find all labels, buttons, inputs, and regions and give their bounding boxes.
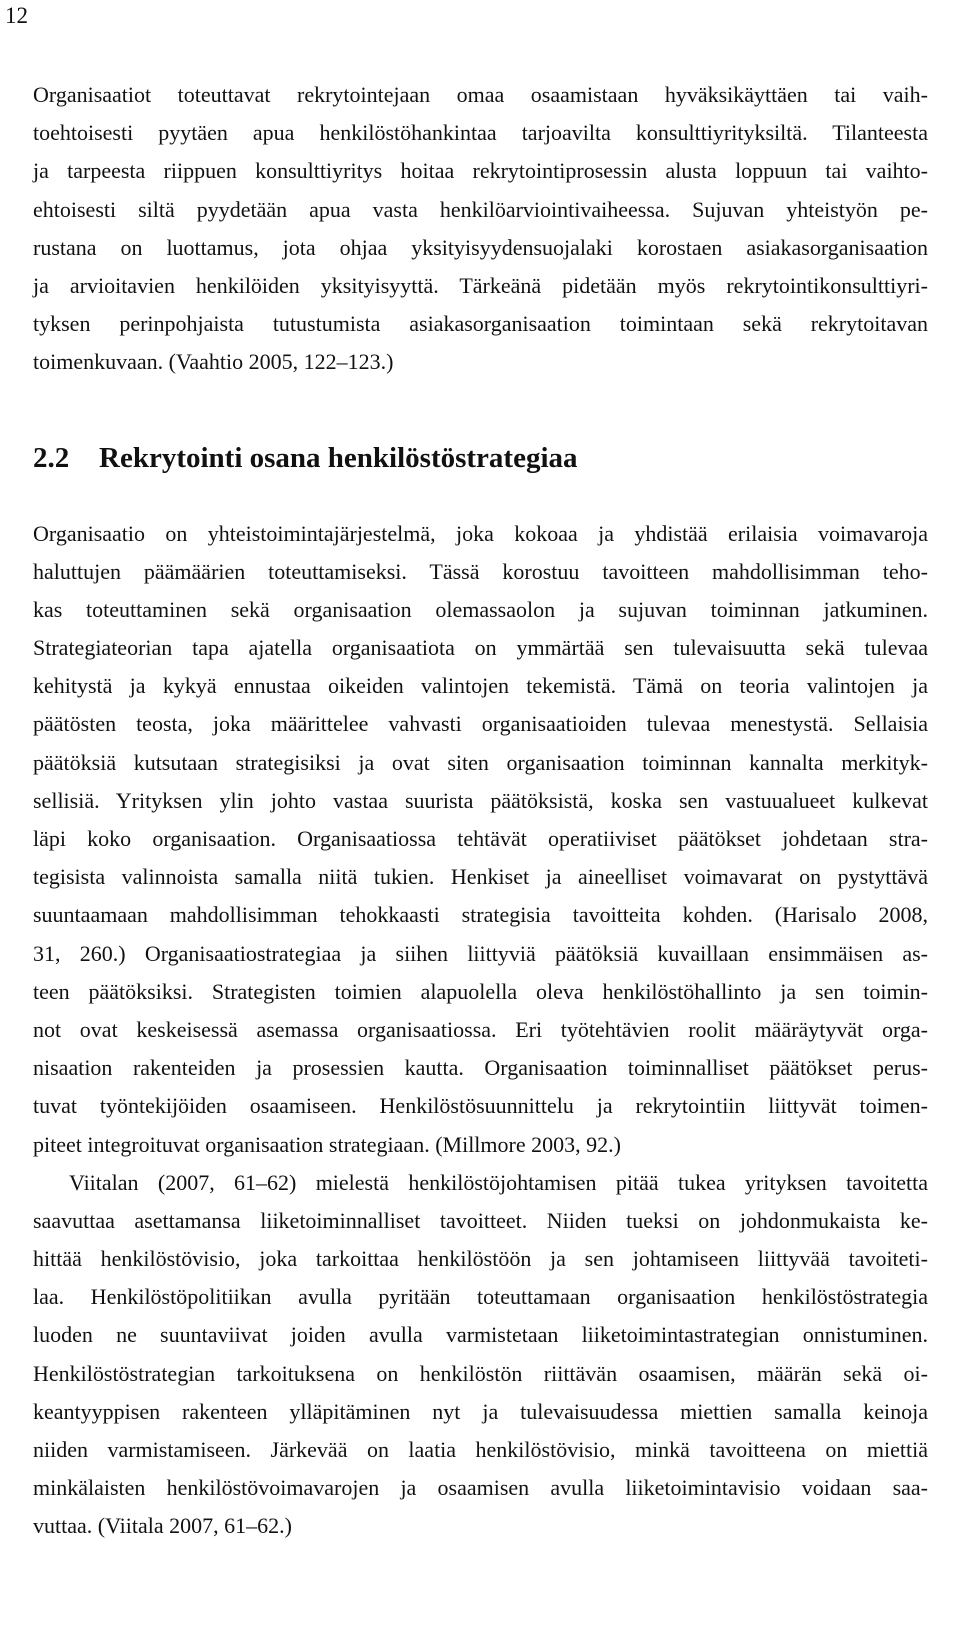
text-line: sellisiä. Yrityksen ylin johto vastaa suurista päätöksistä, koska sen vastuualueet kulkevat (33, 787, 928, 813)
text-line: 31, 260.) Organisaatiostrategiaa ja siihen liittyviä päätöksiä kuvaillaan ensimmäisen as- (33, 940, 928, 966)
text-line: ehtoisesti siltä pyydetään apua vasta henkilöarviointivaiheessa. Sujuvan yhteistyön pe- (33, 196, 928, 222)
section-number: 2.2 (33, 441, 70, 474)
section-title: Rekrytointi osana henkilöstöstrategiaa (99, 441, 578, 474)
text-line: piteet integroituvat organisaation strategiaan. (Millmore 2003, 92.) (33, 1131, 621, 1157)
text-line: keantyyppisen rakenteen ylläpitäminen nyt ja tulevaisuudessa miettien samalla keinoja (33, 1398, 928, 1424)
text-line: laa. Henkilöstöpolitiikan avulla pyritään toteuttamaan organisaation henkilöstöstrategia (33, 1284, 928, 1310)
text-line: niiden varmistamiseen. Järkevää on laatia henkilöstövisio, minkä tavoitteena on miettiä (33, 1437, 928, 1462)
text-line: ja arvioitavien henkilöiden yksityisyyttä. Tärkeänä pidetään myös rekrytointikonsulttiyri- (33, 272, 928, 298)
text-line: tyksen perinpohjaista tutustumista asiakasorganisaation toimintaan sekä rekrytoitavan (33, 311, 928, 337)
text-line: Strategiateorian tapa ajatella organisaatiota on ymmärtää sen tulevaisuutta sekä tulevaa (33, 635, 928, 661)
text-line: not ovat keskeisessä asemassa organisaatiossa. Eri työtehtävien roolit määräytyvät orga- (33, 1016, 928, 1042)
text-line: suuntaamaan mahdollisimman tehokkaasti strategisia tavoitteita kohden. (Harisalo 2008, (33, 902, 928, 928)
text-line: tuvat työntekijöiden osaamiseen. Henkilöstösuunnittelu ja rekrytointiin liittyvät toimen- (33, 1093, 928, 1119)
text-line: läpi koko organisaation. Organisaatiossa tehtävät operatiiviset päätökset johdetaan stra- (33, 826, 928, 851)
text-line: teen päätöksiksi. Strategisten toimien alapuolella oleva henkilöstöhallinto ja sen toimin- (33, 978, 928, 1004)
text-line: haluttujen päämäärien toteuttamiseksi. Tässä korostuu tavoitteen mahdollisimman teho- (33, 558, 928, 584)
text-line: kas toteuttaminen sekä organisaation olemassaolon ja sujuvan toiminnan jatkuminen. (33, 596, 928, 622)
text-line: päätöksiä kutsutaan strategisiksi ja ovat siten organisaation toiminnan kannalta merkityk- (33, 749, 928, 775)
text-line: vuttaa. (Viitala 2007, 61–62.) (33, 1513, 292, 1539)
paragraph-2 (33, 515, 928, 1164)
text-line: rustana on luottamus, jota ohjaa yksityisyydensuojalaki korostaen asiakasorganisaation (33, 234, 928, 260)
section-heading (33, 439, 928, 477)
text-line: toehtoisesti pyytäen apua henkilöstöhankintaa tarjoavilta konsulttiyrityksiltä. Tilanteesta (33, 120, 928, 146)
text-line: kehitystä ja kykyä ennustaa oikeiden valintojen tekemistä. Tämä on teoria valintojen ja (33, 673, 928, 699)
page-number: 12 (5, 3, 28, 28)
text-line: ja tarpeesta riippuen konsulttiyritys hoitaa rekrytointiprosessin alusta loppuun tai vaihto- (33, 158, 928, 184)
text-line: toimenkuvaan. (Vaahtio 2005, 122–123.) (33, 349, 394, 375)
text-line: Organisaatio on yhteistoimintajärjestelmä, joka kokoaa ja yhdistää erilaisia voimavaroja (33, 520, 928, 546)
text-line: hittää henkilöstövisio, joka tarkoittaa henkilöstöön ja sen johtamiseen liittyvää tavoiteti- (33, 1246, 928, 1272)
text-line: tegisista valinnoista samalla niitä tukien. Henkiset ja aineelliset voimavarat on pystyttävä (33, 864, 928, 890)
document-body (33, 76, 928, 1546)
paragraph-3 (33, 1164, 928, 1546)
paragraph-1 (33, 76, 928, 382)
text-line: luoden ne suuntaviivat joiden avulla varmistetaan liiketoimintastrategian onnistuminen. (33, 1322, 928, 1348)
text-line: päätösten teosta, joka määrittelee vahvasti organisaatioiden tulevaa menestystä. Sellaisia (33, 711, 928, 737)
text-line: nisaation rakenteiden ja prosessien kautta. Organisaation toiminnalliset päätökset perus- (33, 1055, 928, 1081)
text-line: saavuttaa asettamansa liiketoiminnalliset tavoitteet. Niiden tueksi on johdonmukaista ke- (33, 1207, 928, 1233)
text-line: minkälaisten henkilöstövoimavarojen ja osaamisen avulla liiketoimintavisio voidaan saa- (33, 1475, 928, 1501)
text-line: Organisaatiot toteuttavat rekrytointejaan omaa osaamistaan hyväksikäyttäen tai vaih- (33, 82, 928, 107)
text-line: Viitalan (2007, 61–62) mielestä henkilöstöjohtamisen pitää tukea yrityksen tavoitetta (69, 1169, 928, 1195)
text-line: Henkilöstöstrategian tarkoituksena on henkilöstön riittävän osaamisen, määrän sekä oi- (33, 1360, 928, 1386)
